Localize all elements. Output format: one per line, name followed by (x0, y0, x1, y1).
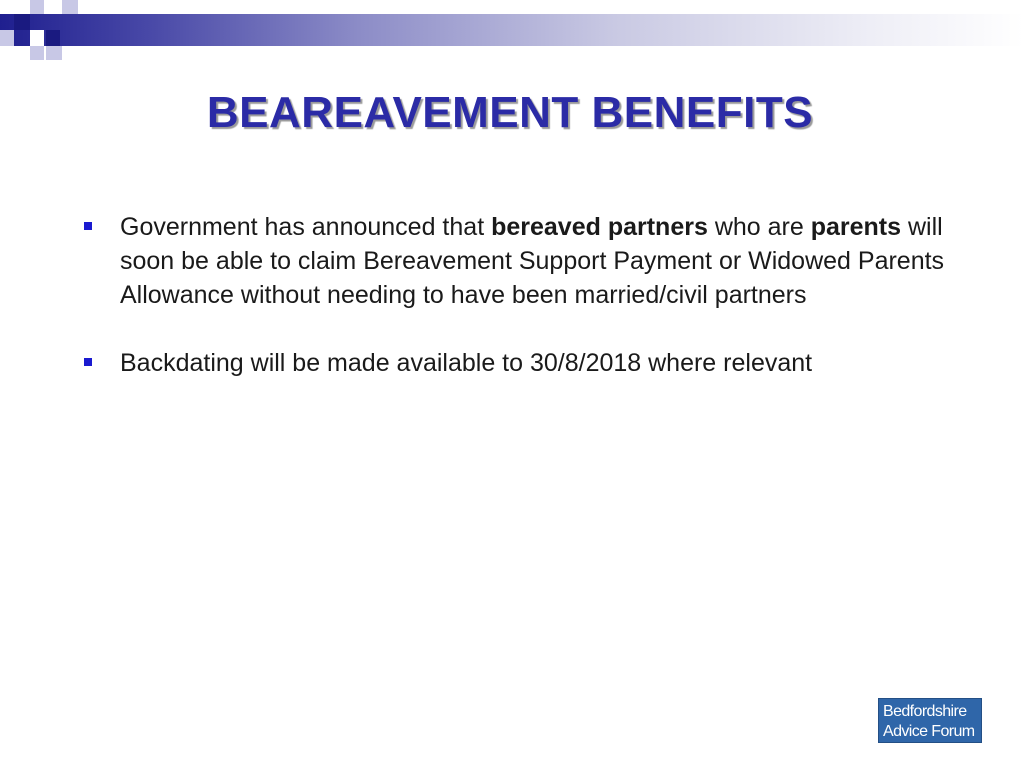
header-square-lavender (30, 46, 44, 60)
slide-title: BEAREAVEMENT BENEFITS (206, 88, 814, 137)
logo-line-1: Bedfordshire (883, 703, 967, 720)
bullet-item (84, 346, 954, 380)
header-square-navy (46, 30, 60, 46)
bullet-text: Backdating will be made available to 30/8/2018 where relevant (120, 349, 813, 377)
bullet-text: who are (707, 213, 811, 241)
logo-line-2: Advice Forum (883, 723, 975, 740)
bullet-text-bold: bereaved partners (491, 213, 708, 241)
header-gradient-band (0, 14, 1024, 46)
header-square-white (30, 30, 44, 46)
bullet-list (84, 210, 954, 414)
bullet-item (84, 210, 954, 312)
bedfordshire-advice-forum-logo (878, 698, 982, 743)
header-square-navy (14, 14, 30, 30)
header-square-lavender (62, 0, 78, 14)
header-square-lavender (46, 46, 62, 60)
bullet-square-icon (84, 358, 92, 366)
bullet-text: will soon be able to claim Bereavement Support Payment or Widowed Parents Allowance without needing to have been married/civil partners (120, 213, 945, 309)
bullet-square-icon (84, 222, 92, 230)
bullet-text: Government has announced that (120, 213, 492, 241)
header-square-lavender (30, 0, 44, 14)
header-square-white (0, 0, 14, 14)
bullet-text-bold: parents (810, 213, 902, 241)
header-square-lavender (0, 30, 14, 46)
